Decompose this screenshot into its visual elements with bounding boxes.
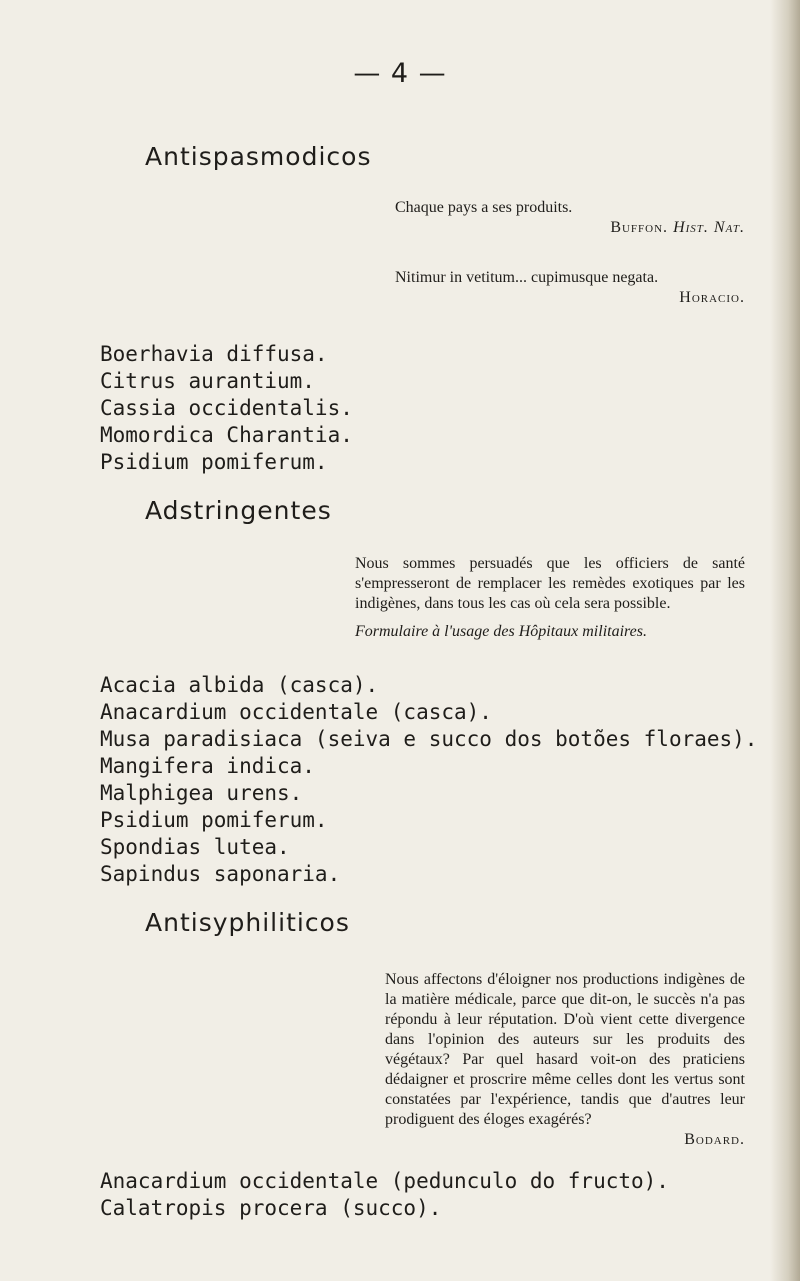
- plant-item: Boerhavia diffusa.: [100, 342, 328, 366]
- plant-list-adstringentes: [100, 672, 757, 888]
- epigraph-author: Horacio.: [679, 289, 745, 306]
- epigraph-horacio: [395, 268, 745, 308]
- epigraph-author: Buffon.: [610, 219, 669, 236]
- plant-item: Mangifera indica.: [100, 754, 315, 778]
- plant-item: Musa paradisiaca (seiva e succo dos botões floraes).: [100, 727, 758, 751]
- plant-item: Spondias lutea.: [100, 835, 290, 859]
- plant-item: Malphigea urens.: [100, 781, 303, 805]
- plant-item: Anacardium occidentale (pedunculo do fructo).: [100, 1169, 669, 1193]
- plant-item: Cassia occidentalis.: [100, 396, 353, 420]
- epigraph-buffon: [395, 198, 745, 238]
- plant-list-antisyphiliticos: [100, 1168, 669, 1222]
- epigraph-bodard: [385, 970, 745, 1150]
- plant-item: Psidium pomiferum.: [100, 450, 328, 474]
- section-title-antisyphiliticos: Antisyphiliticos: [145, 908, 350, 937]
- plant-item: Psidium pomiferum.: [100, 808, 328, 832]
- plant-item: Sapindus saponaria.: [100, 862, 341, 886]
- plant-item: Calatropis procera (succo).: [100, 1196, 442, 1220]
- epigraph-attribution: [395, 218, 745, 238]
- epigraph-source: Hist. Nat.: [673, 219, 745, 236]
- plant-item: Acacia albida (casca).: [100, 673, 379, 697]
- section-title-antispasmodicos: Antispasmodicos: [145, 142, 372, 171]
- plant-item: Anacardium occidentale (casca).: [100, 700, 492, 724]
- epigraph-formulaire: [355, 554, 745, 642]
- epigraph-text: Nous sommes persuadés que les officiers de santé s'empresseront de remplacer les remèdes exotiques par les indigènes, dans tous les cas où cela sera possible.: [355, 555, 745, 612]
- plant-list-antispasmodicos: [100, 341, 353, 476]
- epigraph-text: Nous affectons d'éloigner nos productions indigènes de la matière médicale, parce que dit-on, le succès n'a pas répondu à leur réputation. D'où vient cette divergence dans l'opinion des auteurs sur les produits des végétaux? Par quel hasard voit-on des praticiens dédaigner et proscrire même celles dont les vertus sont constatées par l'expérience, tandis que d'autres leur prodiguent des éloges exagérés?: [385, 971, 745, 1128]
- plant-item: Citrus aurantium.: [100, 369, 315, 393]
- plant-item: Momordica Charantia.: [100, 423, 353, 447]
- epigraph-author: Bodard.: [684, 1131, 745, 1148]
- page-edge-shadow: [770, 0, 800, 1281]
- section-title-adstringentes: Adstringentes: [145, 496, 332, 525]
- page-number: — 4 —: [353, 58, 447, 89]
- epigraph-text: Nitimur in vetitum... cupimusque negata.: [395, 269, 659, 286]
- epigraph-source: Formulaire à l'usage des Hôpitaux militaires.: [355, 623, 647, 640]
- epigraph-text: Chaque pays a ses produits.: [395, 199, 573, 216]
